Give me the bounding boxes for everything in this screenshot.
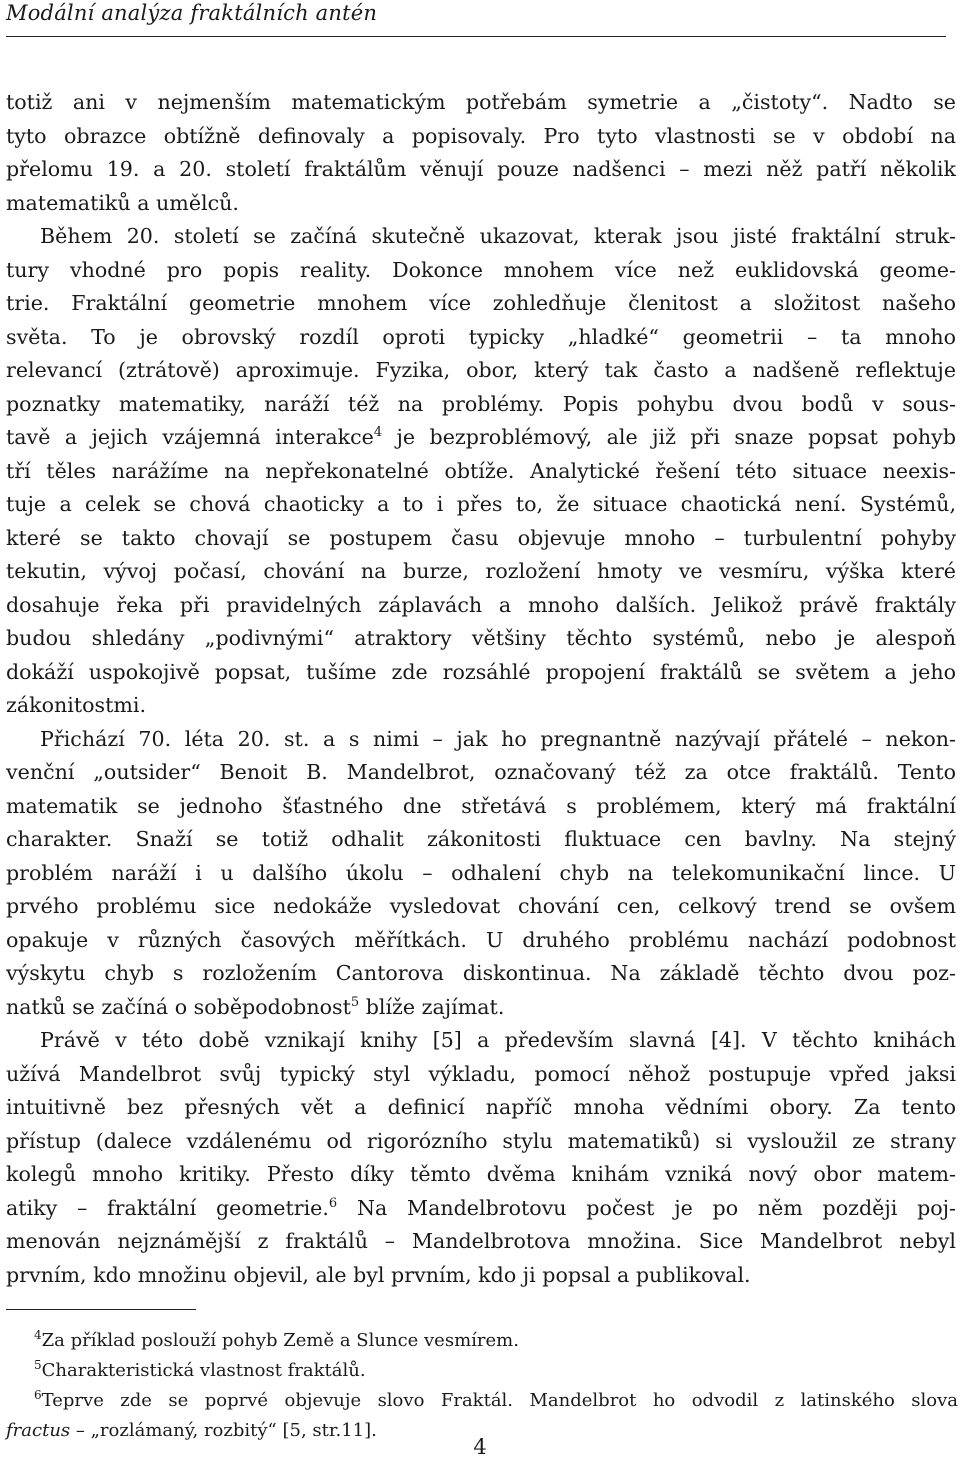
- footnote-line: $^4$Za příklad poslouží pohyb Země a Slunce vesmírem.: [34, 1328, 519, 1351]
- text-line: intuitivně bez přesných vět a definicí napříč mnoha vědními obory. Za tento: [6, 1095, 956, 1119]
- footnote-rule: [6, 1309, 196, 1310]
- footnote-ref[interactable]: 5: [350, 994, 360, 1010]
- text-line: kolegů mnoho kritiky. Přesto díky těmto dvěma knihám vzniká nový obor matem-: [6, 1162, 956, 1186]
- text-line: matematik se jednoho šťastného dne střetává s problémem, který má fraktální: [6, 793, 956, 818]
- text-line: tekutin, vývoj počasí, chování na burze, rozložení hmoty ve vesmíru, výška které: [6, 559, 956, 583]
- text-line: zákonitostmi.: [6, 693, 147, 717]
- footnote-ref[interactable]: 4: [373, 425, 383, 441]
- text-line: natků se začíná o soběpodobnost$^5$ blíže zajímat.: [6, 994, 505, 1019]
- text-line: trie. Fraktální geometrie mnohem více zohledňuje členitost a složitost našeho: [6, 291, 956, 315]
- paragraph: [6, 220, 956, 723]
- text-line: světa. To je obrovský rozdíl oproti typicky „hladké“ geometrii – ta mnoho: [6, 324, 956, 349]
- text-line: tyto obrazce obtížně definovaly a popisovaly. Pro tyto vlastnosti se v období na: [6, 123, 956, 148]
- text-line: menován nejznámější z fraktálů – Mandelbrotova množina. Sice Mandelbrot nebyl: [6, 1229, 956, 1253]
- running-header: [6, 0, 946, 37]
- main-text: [6, 86, 956, 1292]
- text-line: budou shledány „podivnými“ atraktory většiny těchto systémů, nebo je alespoň: [6, 626, 956, 650]
- latin-term: fractus: [6, 1420, 71, 1441]
- text-line: problém naráží i u dalšího úkolu – odhalení chyb na telekomunikační lince. U: [6, 860, 956, 885]
- text-line: užívá Mandelbrot svůj typický styl výkladu, pomocí něhož postupuje vpřed jaksi: [6, 1061, 956, 1086]
- text-line: totiž ani v nejmenším matematickým potřebám symetrie a „čistoty“. Nadto se: [6, 90, 956, 114]
- footnote-mark: 6: [34, 1388, 42, 1402]
- text-line: atiky – fraktální geometrie.$^6$ Na Mandelbrotovu počest je po něm později poj-: [6, 1195, 956, 1220]
- text-line: poznatky matematiky, naráží též na problémy. Popis pohybu dvou bodů v sous-: [6, 391, 956, 416]
- footnote-line: fractus – „rozlámaný, rozbitý“ [5, str.11].: [6, 1420, 377, 1441]
- text-line: tavě a jejich vzájemná interakce$^4$ je bezproblémový, ale již při snaze popsat pohyb: [6, 425, 957, 449]
- text-line: Přichází 70. léta 20. st. a s nimi – jak ho pregnantně nazývají přátelé – nekon-: [40, 726, 956, 751]
- text-line: tří těles narážíme na nepřekonatelné obtíže. Analytické řešení této situace neexis-: [6, 458, 956, 483]
- text-line: přelomu 19. a 20. století fraktálům věnují pouze nadšenci – mezi něž patří několik: [6, 157, 956, 181]
- footnote-line: $^6$Teprve zde se poprvé objevuje slovo Fraktál. Mandelbrot ho odvodil z latinského slova: [34, 1388, 958, 1411]
- running-header-title: Modální analýza fraktálních antén: [6, 1, 378, 25]
- text-line: Právě v této době vznikají knihy [5] a především slavná [4]. V těchto knihách: [40, 1028, 956, 1052]
- text-line: které se takto chovají se postupem času objevuje mnoho – turbulentní pohyby: [6, 525, 956, 550]
- text-line: výskytu chyb s rozložením Cantorova diskontinua. Na základě těchto dvou poz-: [6, 961, 956, 985]
- text-line: charakter. Snaží se totiž odhalit zákonitosti fluktuace cen bavlny. Na stejný: [6, 827, 956, 851]
- text-line: prvého problému sice nedokáže vysledovat chování cen, celkový trend se ovšem: [6, 894, 956, 918]
- text-line: matematiků a umělců.: [6, 190, 239, 215]
- footnote-ref[interactable]: 6: [328, 1195, 338, 1211]
- text-line: přístup (dalece vzdálenému od rigorózního stylu matematiků) si vysloužil ze strany: [6, 1128, 956, 1153]
- footnote-mark: 4: [34, 1328, 42, 1342]
- text-line: tury vhodné pro popis reality. Dokonce mnohem více než euklidovská geome-: [6, 257, 956, 282]
- text-line: dosahuje řeka při pravidelných záplavách a mnoho dalších. Jelikož právě fraktály: [6, 592, 956, 617]
- paragraph: [6, 1024, 956, 1292]
- page-number: 4: [473, 1435, 487, 1459]
- text-line: relevancí (ztrátově) aproximuje. Fyzika, obor, který tak často a nadšeně reflektuje: [6, 358, 956, 382]
- footnote-line: $^5$Charakteristická vlastnost fraktálů.: [34, 1358, 366, 1381]
- text-line: opakuje v různých časových měřítkách. U druhého problému nachází podobnost: [6, 927, 956, 952]
- text-line: dokáží uspokojivě popsat, tušíme zde rozsáhlé propojení fraktálů se světem a jeho: [6, 659, 956, 684]
- paragraph: [6, 723, 956, 1025]
- text-line: Během 20. století se začíná skutečně ukazovat, kterak jsou jisté fraktální struk-: [40, 224, 956, 248]
- paragraph: [6, 86, 956, 220]
- text-line: tuje a celek se chová chaoticky a to i přes to, že situace chaotická není. Systémů,: [6, 492, 956, 516]
- footnote-mark: 5: [34, 1358, 42, 1372]
- text-line: venční „outsider“ Benoit B. Mandelbrot, označovaný též za otce fraktálů. Tento: [6, 760, 956, 784]
- text-line: prvním, kdo množinu objevil, ale byl prvním, kdo ji popsal a publikoval.: [6, 1262, 751, 1287]
- footnotes: [6, 1326, 958, 1446]
